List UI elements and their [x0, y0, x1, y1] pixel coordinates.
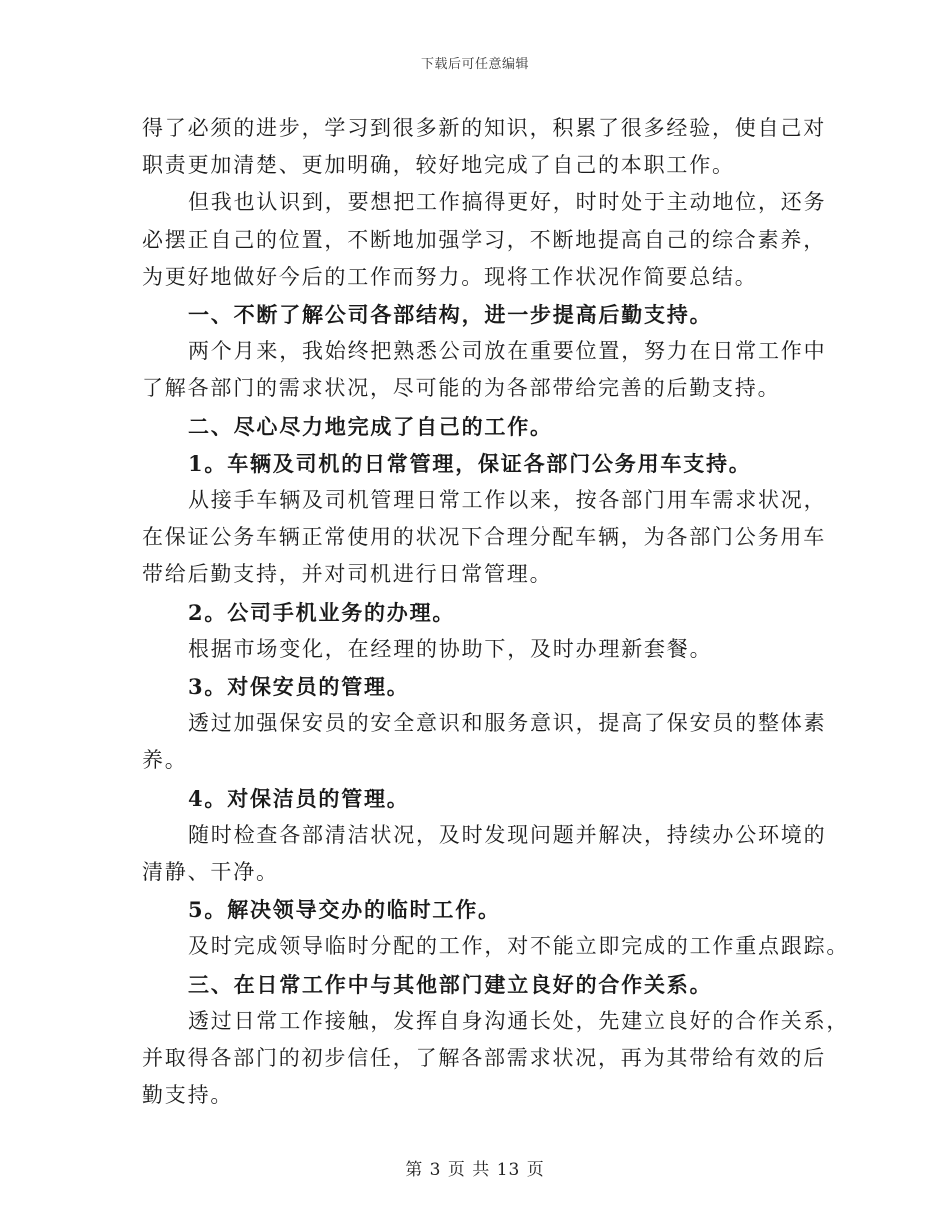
section-heading: 1。车辆及司机的日常管理，保证各部门公务用车支持。	[188, 450, 752, 476]
body-text-line: 随时检查各部清洁状况，及时发现问题并解决，持续办公环境的	[188, 822, 827, 847]
header-note: 下载后可任意编辑	[420, 57, 529, 72]
section-heading: 一、不断了解公司各部结构，进一步提高后勤支持。	[188, 302, 713, 328]
body-text-line: 清静、干净。	[142, 860, 279, 885]
body-text-line: 透过加强保安员的安全意识和服务意识，提高了保安员的整体素	[188, 711, 827, 736]
body-text-line: 并取得各部门的初步信任，了解各部需求状况，再为其带给有效的后	[142, 1046, 826, 1071]
body-text-line: 必摆正自己的位置，不断地加强学习，不断地提高自己的综合素养，	[142, 227, 826, 252]
body-text-line: 养。	[142, 748, 188, 773]
body-text-line: 从接手车辆及司机管理日常工作以来，按各部门用车需求状况，	[188, 488, 827, 513]
section-heading: 三、在日常工作中与其他部门建立良好的合作关系。	[188, 971, 713, 997]
section-heading: 2。公司手机业务的办理。	[188, 599, 456, 625]
body-text-line: 但我也认识到，要想把工作搞得更好，时时处于主动地位，还务	[188, 190, 827, 215]
section-heading: 3。对保安员的管理。	[188, 674, 410, 700]
section-heading: 5。解决领导交办的临时工作。	[188, 897, 501, 923]
section-heading: 二、尽心尽力地完成了自己的工作。	[188, 413, 553, 439]
body-text-line: 带给后勤支持，并对司机进行日常管理。	[142, 562, 553, 587]
body-text-line: 勤支持。	[142, 1083, 234, 1108]
page-number: 第 3 页 共 13 页	[405, 1160, 545, 1180]
document-body	[142, 110, 850, 1114]
body-text-line: 了解各部门的需求状况，尽可能的为各部带给完善的后勤支持。	[142, 376, 781, 401]
body-text-line: 在保证公务车辆正常使用的状况下合理分配车辆，为各部门公务用车	[142, 525, 826, 550]
body-text-line: 职责更加清楚、更加明确，较好地完成了自己的本职工作。	[142, 153, 735, 178]
body-text-line: 及时完成领导临时分配的工作，对不能立即完成的工作重点跟踪。	[188, 934, 850, 959]
body-text-line: 为更好地做好今后的工作而努力。现将工作状况作简要总结。	[142, 264, 758, 289]
body-text-line: 根据市场变化，在经理的协助下，及时办理新套餐。	[188, 636, 713, 661]
body-text-line: 得了必须的进步，学习到很多新的知识，积累了很多经验，使自己对	[142, 116, 826, 140]
body-text-line: 两个月来，我始终把熟悉公司放在重要位置，努力在日常工作中	[188, 339, 827, 364]
section-heading: 4。对保洁员的管理。	[188, 785, 410, 811]
body-text-line: 透过日常工作接触，发挥自身沟通长处，先建立良好的合作关系，	[188, 1008, 850, 1033]
